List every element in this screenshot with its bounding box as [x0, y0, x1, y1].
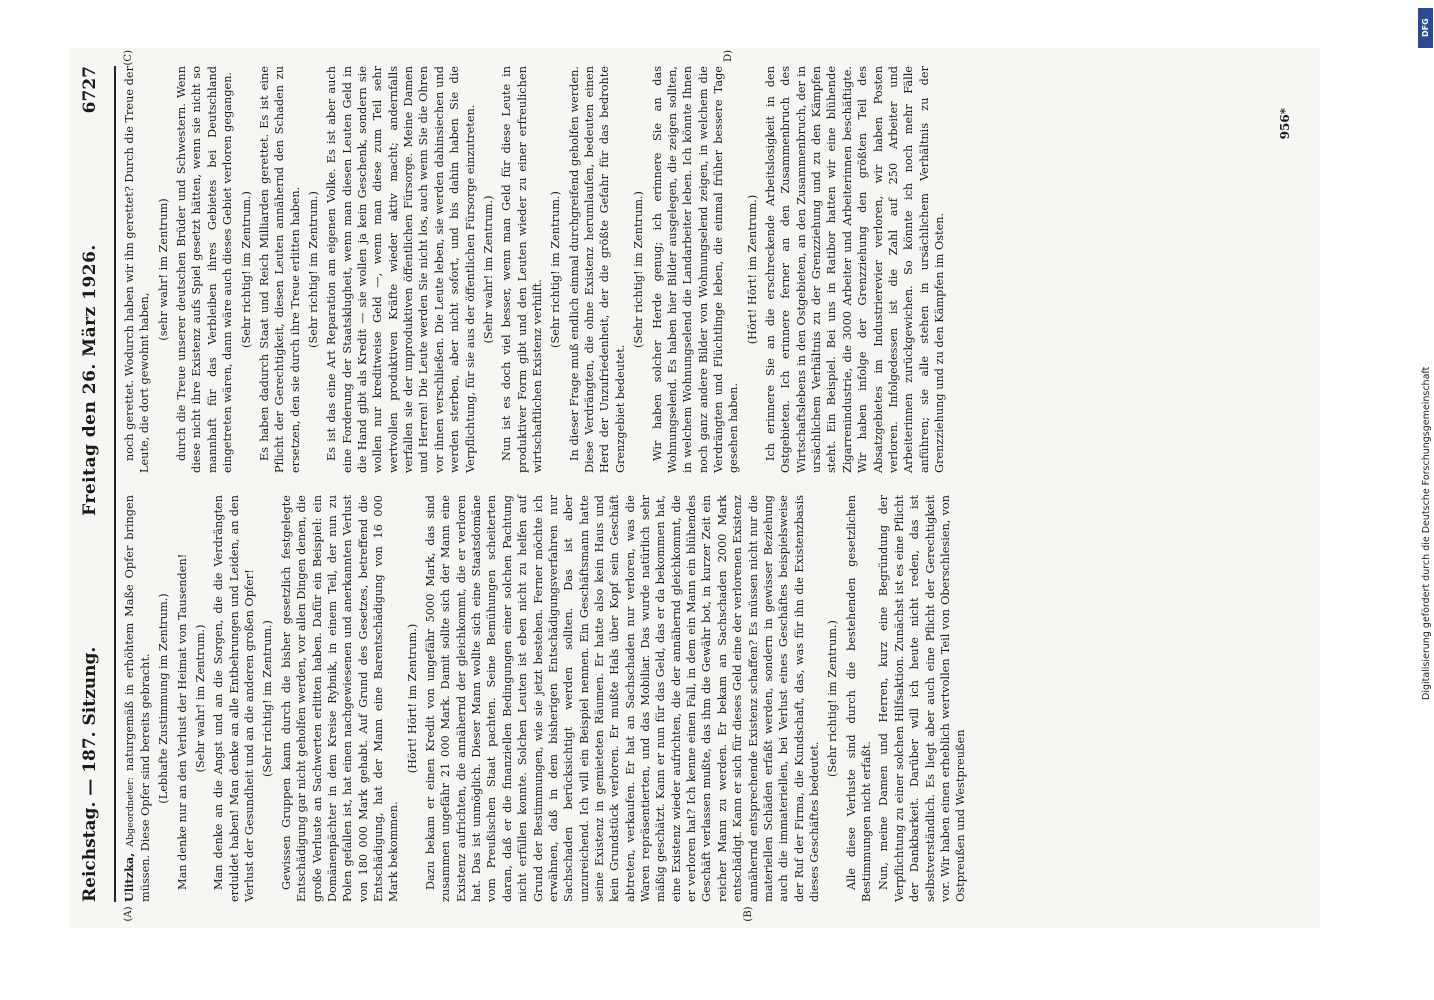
- paragraph: Gewissen Gruppen kann durch die bisher gesetzlich festgelegte Entschädigung gar nicht geholfen werden, vor allen Dingen denen, die große Verluste an Sachwerten erlitten haben. Dafür ein Beispiel: ein Domänenpächter in dem Kreise Rybnik, in einem Teil, der nun zu Polen gefallen ist, hat einen nachgewiesenen und anerkannten Verlust von 180 000 Mark gehabt. Auf Grund des Gesetzes, betreffend die Entschädigung, hat der Mann eine Barentschädigung von 16 000 Mark bekommen.: [279, 495, 401, 902]
- interjection: (Sehr wahr! im Zentrum.): [481, 195, 495, 344]
- interjection: (sehr wahr! im Zentrum): [156, 198, 170, 341]
- paragraph: In dieser Frage muß endlich einmal durchgreifend geholfen werden. Diese Verdrängten, die ohne Existenz herumlaufen, bedeuten einen Herd der Unzufriedenheit, der die größte Gefahr für das bedrohte Grenzgebiet bedeutet.: [567, 66, 627, 473]
- interjection: (Sehr wahr! im Zentrum.): [193, 624, 207, 773]
- rotated-page: [70, 48, 1320, 928]
- speaker-name: Ulitzka,: [122, 852, 136, 902]
- paragraph: Man denke nur an den Verlust der Heimat von Tausenden!: [175, 553, 189, 890]
- signature-number: 956*: [1278, 108, 1292, 140]
- paragraph: Es ist das eine Art Reparation am eigenen Volke. Es ist aber auch eine Forderung der Staatsklugheit, wenn man diesen Leuten Geld in die Hand gibt als Kredit — sie wollen ja kein Geschenk, sondern sie wollen nur kreditweise Geld —, wenn man diese zum Teil sehr wertvollen produktiven Kräfte wieder aktiv macht; andernfalls verfallen sie der unproduktiven öffentlichen Fürsorge. Meine Damen und Herren! Die Leute werden Sie nicht los, auch wenn Sie die Ohren vor ihnen verschließen. Die Leute leben, sie werden dahinsiechen und werden sterben, aber nicht sofort, und bis dahin haben Sie die Verpflichtung, für sie aus der öffentlichen Fürsorge einzutreten.: [325, 66, 477, 473]
- paragraph: durch die Treue unserer deutschen Brüder und Schwestern. Wenn diese nicht ihre Existenz aufs Spiel gesetzt hätten, wenn sie nicht so mannhaft für das Verbleiben ihres Gebietes bei Deutschland eingetreten wären, dann wäre auch dieses Gebiet verloren gegangen.: [175, 66, 235, 473]
- column-left: [122, 494, 1272, 922]
- paragraph: Nun, meine Damen und Herren, kurz eine Begründung der Verpflichtung zu einer solchen Hilfsaktion. Zunächst ist es eine Pflicht der Dankbarkeit. Darüber will ich heute nicht reden, das ist selbstverständlich. Es liegt aber auch eine Pflicht der Gerechtigkeit vor. Wir haben einen erheblich wertvollen Teil von Oberschlesien, von Ostpreußen und Westpreußen: [877, 495, 968, 902]
- paragraph: Ich erinnere Sie an die erschreckende Arbeitslosigkeit in den Ostgebieten. Ich erinnere ferner an den Zusammenbruch des Wirtschaftslebens in den Ostgebieten, an den Zusammenbruch, der in ursächlichem Verhältnis zu der Grenzziehung und zu den Kämpfen steht. Ein Beispiel. Bei uns in Ratibor hatten wir eine blühende Zigarrenindustrie, die 3000 Arbeiter und Arbeiterinnen beschäftigte. Wir haben infolge der Grenzziehung den größten Teil des Absatzgebietes im Industrierevier verloren, wir haben Posten verloren. Infolgedessen ist die Zahl auf 250 Arbeiter und Arbeiterinnen zurückgewichen. So könnte ich noch mehr Fälle anführen; sie alle stehen in ursächlichem Verhältnis zu der Grenzziehung und zu den Kämpfen im Osten.: [764, 66, 946, 473]
- paragraph: Dazu bekam er einen Kredit von ungefähr 5000 Mark, das sind zusammen ungefähr 21 000 Mark. Damit sollte sich der Mann eine Existenz aufrichten, die annähernd der gleichkommt, die er verloren hat. Das ist unmöglich. Dieser Mann wollte sich eine Staatsdomäne vom Preußischen Staat pachten. Seine Bemühungen scheiterten daran, daß er die finanziellen Bedingungen einer solchen Pachtung nicht erfüllen konnte. Solchen Leuten ist eben nicht zu helfen auf Grund der Bestimmungen, wie sie jetzt bestehen. Ferner möchte ich erwähnen, daß in dem bisherigen Entschädigungsverfahren nur Sachschaden berücksichtigt werden sollten. Das ist aber unzureichend. Ich will ein Beispiel nennen. Ein Geschäftsmann hatte seine Existenz in gemieteten Räumen. Er hatte also kein Haus und kein Grundstück verloren. Er mußte Hals über Kopf sein Geschäft abtreten, verkaufen. Er hat an Sachschaden nur verloren, was die Waren repräsentierten, und das Mobiliar. Das wurde natürlich sehr mäßig geschätzt. Kann er nun für das Geld, das er da bekommen hat, eine Existenz wieder aufrichten, die der annähernd gleichkommt, die er verloren hat? Ich kenne einen Fall, in dem ein Mann ein blühendes Geschäft verlassen mußte, das ihm die Gewähr bot, in kurzer Zeit ein reicher Mann zu werden. Er bekam an Sachschaden 2000 Mark entschädigt. Kann er sich für dieses Geld eine der verlorenen Existenz annähernd entsprechende Existenz schaffen? Es müssen nicht nur die materiellen Schäden erfaßt werden, sondern in gewisser Beziehung auch die immateriellen, bei Verlust eines Geschäftes beispielsweise der Ruf der Firma, die Kundschaft, das, was für ihn die Existenzbasis dieses Geschäftes bedeutet.: [424, 495, 821, 902]
- margin-mark-c: (C): [123, 50, 134, 66]
- scanned-page: [70, 48, 1320, 928]
- interjection: (Sehr richtig! im Zentrum.): [826, 620, 840, 777]
- paragraph: Man denke an die Angst und an die Sorgen, die die Verdrängten erduldet haben! Man denke an alle Entbehrungen und Leiden, an den Verlust der Gesundheit und an die anderen großen Opfer!: [212, 495, 257, 902]
- dfg-credit-text: Digitalisierung gefördert durch die Deutsche Forschungsgemeinschaft: [1421, 366, 1432, 700]
- paragraph: Nun ist es doch viel besser, wenn man Geld für diese Leute in produktiver Form gibt und den Leuten wieder zu einer erfreulichen wirtschaftlichen Existenz verhilft.: [500, 66, 544, 473]
- header-left: Reichstag. — 187. Sitzung.: [80, 646, 100, 902]
- paragraph: Wir haben solcher Herde genug; ich erinnere Sie an das Wohnungselend. Es haben hier Bilder ausgelegen, die zeigen sollten, in welchem Wohnungselend die Landarbeiter leben. Ich könnte Ihnen noch ganz andere Bilder von Wohnungselend zeigen, in welchem die Verdrängten und Flüchtlinge leben, die einmal früher bessere Tage gesehen haben.: [650, 66, 741, 473]
- header-center: Freitag den 26. März 1926.: [80, 244, 100, 516]
- dfg-logo: DFG: [1418, 8, 1433, 48]
- text-columns: [122, 50, 1272, 922]
- header-page-number: 6727: [80, 66, 100, 114]
- interjection: (Hört! Hört! im Zentrum.): [745, 194, 759, 345]
- margin-mark-b: (B): [743, 906, 754, 922]
- margin-mark-d: D): [723, 50, 734, 62]
- paragraph: naturgemäß in erhöhtem Maße Opfer bringen müssen. Diese Opfer sind bereits gebracht.: [123, 494, 152, 902]
- interjection: (Lebhafte Zustimmung im Zentrum.): [157, 593, 171, 804]
- paragraph: Es haben dadurch Staat und Reich Milliarden gerettet. Es ist eine Pflicht der Gerechtigkeit, diesen Leuten annähernd den Schaden zu ersetzen, den sie durch ihre Treue erlitten haben.: [257, 66, 302, 473]
- interjection: (Sehr richtig! im Zentrum.): [549, 191, 563, 348]
- page-header: [80, 66, 116, 902]
- paragraph: noch gerettet. Wodurch haben wir ihn gerettet? Durch die Treue der Leute, die dort gewohnt haben,: [123, 66, 152, 473]
- interjection: (Sehr richtig! im Zentrum.): [239, 191, 253, 348]
- margin-mark-a: (A): [123, 906, 134, 922]
- interjection: (Sehr richtig! im Zentrum.): [632, 191, 646, 348]
- speaker-role: Abgeordneter:: [125, 776, 136, 847]
- column-right: [122, 50, 1272, 473]
- interjection: (Sehr richtig! im Zentrum.): [261, 620, 275, 777]
- interjection: (Sehr richtig! im Zentrum.): [306, 191, 320, 348]
- interjection: (Hört! Hört! im Zentrum.): [405, 623, 419, 774]
- paragraph: Alle diese Verluste sind durch die bestehenden gesetzlichen Bestimmungen nicht erfaßt.: [844, 495, 874, 902]
